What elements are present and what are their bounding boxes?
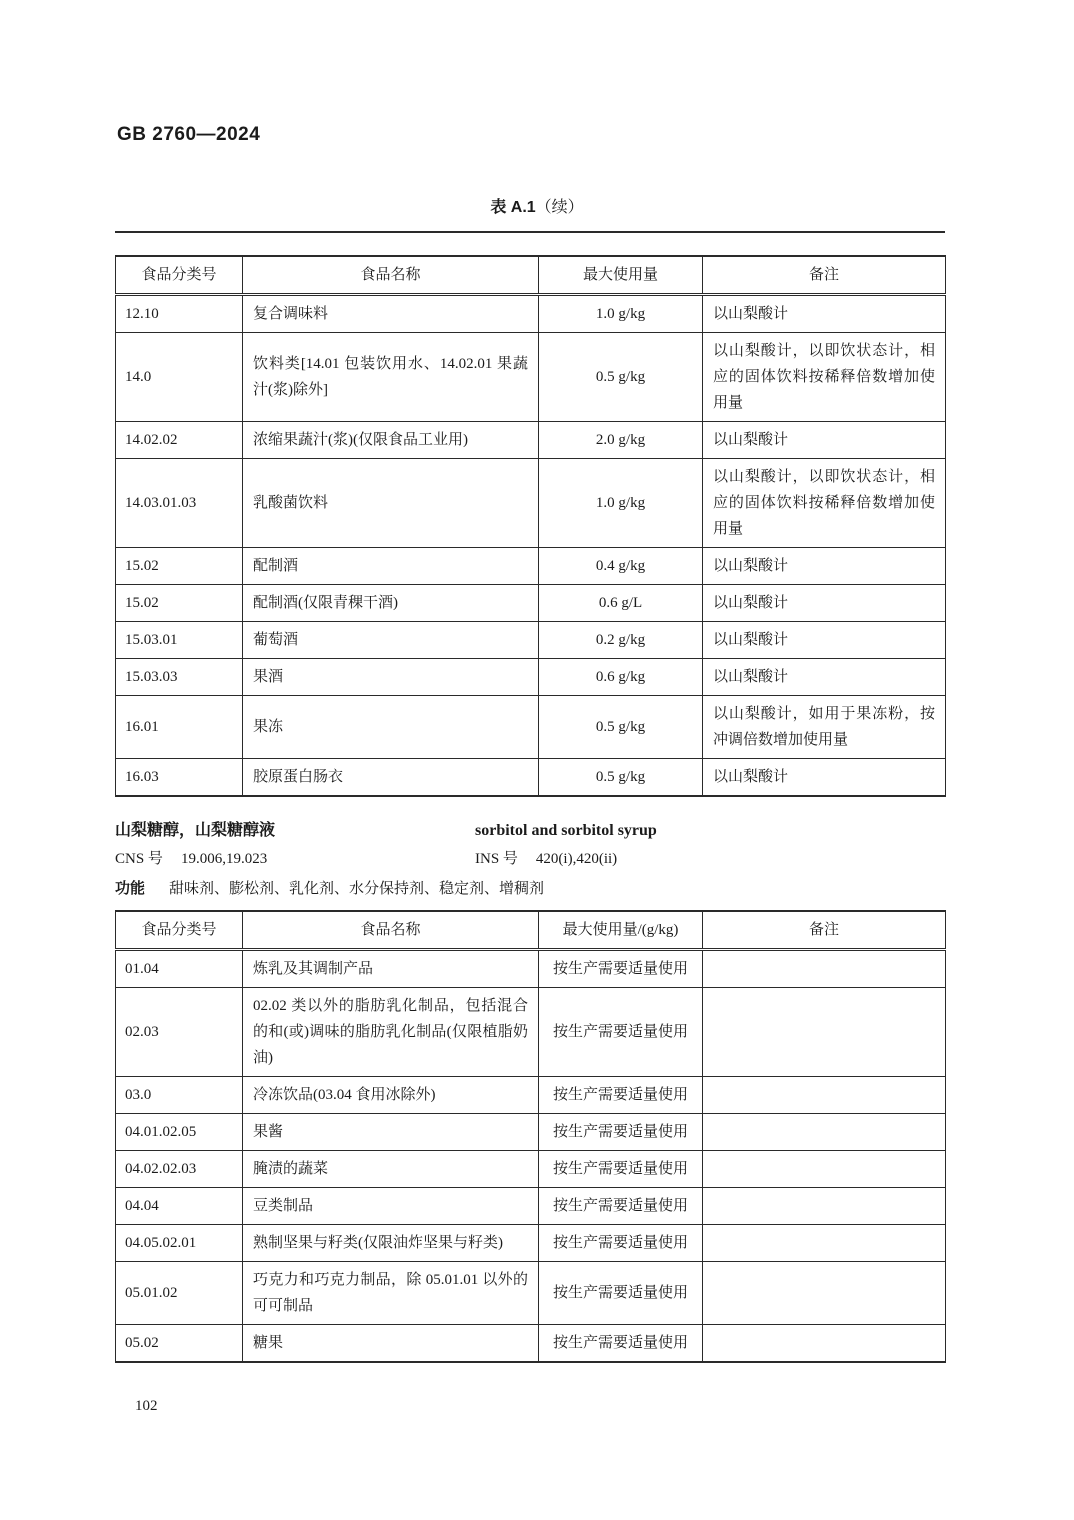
cell-name: 浓缩果蔬汁(浆)(仅限食品工业用) [243, 421, 539, 458]
column-header: 备注 [703, 911, 946, 949]
cell-max: 0.5 g/kg [539, 758, 703, 796]
cell-max: 按生产需要适量使用 [539, 949, 703, 987]
table-row [116, 949, 946, 987]
table-header-row [116, 911, 946, 949]
page-number: 102 [135, 1398, 158, 1414]
cell-code: 14.03.01.03 [116, 458, 243, 547]
cell-max: 0.6 g/L [539, 584, 703, 621]
table-row [116, 621, 946, 658]
cell-max: 0.6 g/kg [539, 658, 703, 695]
table-row [116, 758, 946, 796]
cell-code: 05.01.02 [116, 1261, 243, 1324]
cell-max: 0.5 g/kg [539, 695, 703, 758]
cell-code: 15.03.03 [116, 658, 243, 695]
ins-value: 420(i),420(ii) [535, 851, 618, 867]
cell-name: 果冻 [243, 695, 539, 758]
cell-note [703, 1324, 946, 1362]
cell-note [703, 949, 946, 987]
additive-function-row [115, 874, 945, 903]
cell-code: 15.02 [116, 584, 243, 621]
cell-note: 以山梨酸计 [703, 294, 946, 332]
cell-max: 按生产需要适量使用 [539, 987, 703, 1076]
cell-code: 14.02.02 [116, 421, 243, 458]
cell-name: 熟制坚果与籽类(仅限油炸坚果与籽类) [243, 1224, 539, 1261]
cell-code: 15.03.01 [116, 621, 243, 658]
cell-note [703, 1224, 946, 1261]
cell-max: 0.2 g/kg [539, 621, 703, 658]
cell-name: 饮料类[14.01 包装饮用水、14.02.01 果蔬汁(浆)除外] [243, 332, 539, 421]
cell-name: 腌渍的蔬菜 [243, 1150, 539, 1187]
cell-code: 04.05.02.01 [116, 1224, 243, 1261]
table-row [116, 658, 946, 695]
cell-name: 冷冻饮品(03.04 食用冰除外) [243, 1076, 539, 1113]
sorbitol-usage-table [115, 910, 946, 1363]
cell-max: 2.0 g/kg [539, 421, 703, 458]
table-row [116, 294, 946, 332]
cns-label: CNS 号 [115, 851, 163, 867]
additive-codes-row [115, 845, 945, 874]
cell-max: 按生产需要适量使用 [539, 1076, 703, 1113]
additive-section [115, 816, 945, 903]
cell-name: 果酱 [243, 1113, 539, 1150]
cell-max: 按生产需要适量使用 [539, 1261, 703, 1324]
cell-note: 以山梨酸计，如用于果冻粉，按冲调倍数增加使用量 [703, 695, 946, 758]
table-title-continued: （续） [535, 199, 584, 216]
cell-note [703, 1261, 946, 1324]
cell-note: 以山梨酸计 [703, 584, 946, 621]
table-header-row [116, 256, 946, 294]
table-row [116, 695, 946, 758]
table-row [116, 1224, 946, 1261]
cell-note [703, 987, 946, 1076]
cell-name: 02.02 类以外的脂肪乳化制品，包括混合的和(或)调味的脂肪乳化制品(仅限植脂奶油) [243, 987, 539, 1076]
cns-value: 19.006,19.023 [180, 851, 268, 867]
additive-name-row [115, 816, 945, 845]
cell-max: 0.5 g/kg [539, 332, 703, 421]
cell-name: 糖果 [243, 1324, 539, 1362]
cell-name: 胶原蛋白肠衣 [243, 758, 539, 796]
cell-name: 炼乳及其调制产品 [243, 949, 539, 987]
cell-note [703, 1113, 946, 1150]
cell-max: 按生产需要适量使用 [539, 1113, 703, 1150]
table-row [116, 1150, 946, 1187]
cell-max: 0.4 g/kg [539, 547, 703, 584]
ins-label: INS 号 [475, 851, 518, 867]
cell-max: 1.0 g/kg [539, 458, 703, 547]
cell-code: 05.02 [116, 1324, 243, 1362]
cell-max: 按生产需要适量使用 [539, 1224, 703, 1261]
cell-name: 果酒 [243, 658, 539, 695]
cell-note: 以山梨酸计 [703, 421, 946, 458]
column-header: 备注 [703, 256, 946, 294]
cell-name: 巧克力和巧克力制品，除 05.01.01 以外的可可制品 [243, 1261, 539, 1324]
cell-note [703, 1187, 946, 1224]
cell-code: 01.04 [116, 949, 243, 987]
cell-name: 豆类制品 [243, 1187, 539, 1224]
function-value: 甜味剂、膨松剂、乳化剂、水分保持剂、稳定剂、增稠剂 [169, 881, 545, 897]
cell-note [703, 1150, 946, 1187]
cell-code: 14.0 [116, 332, 243, 421]
table-row [116, 1261, 946, 1324]
table-title-prefix: 表 A.1 [490, 199, 536, 216]
table-row [116, 987, 946, 1076]
cell-note: 以山梨酸计 [703, 621, 946, 658]
additive-name-en: sorbitol and sorbitol syrup [475, 822, 657, 839]
column-header: 食品分类号 [116, 911, 243, 949]
table-row [116, 547, 946, 584]
table-row [116, 584, 946, 621]
cell-name: 复合调味料 [243, 294, 539, 332]
cell-name: 配制酒 [243, 547, 539, 584]
standard-number: GB 2760—2024 [117, 124, 261, 145]
cell-max: 1.0 g/kg [539, 294, 703, 332]
cell-code: 16.03 [116, 758, 243, 796]
cell-code: 16.01 [116, 695, 243, 758]
cell-max: 按生产需要适量使用 [539, 1150, 703, 1187]
cell-code: 03.0 [116, 1076, 243, 1113]
cell-name: 配制酒(仅限青稞干酒) [243, 584, 539, 621]
cell-note: 以山梨酸计 [703, 758, 946, 796]
cell-note [703, 1076, 946, 1113]
table-row [116, 332, 946, 421]
cell-name: 乳酸菌饮料 [243, 458, 539, 547]
cell-max: 按生产需要适量使用 [539, 1187, 703, 1224]
cell-max: 按生产需要适量使用 [539, 1324, 703, 1362]
table-row [116, 1076, 946, 1113]
cell-note: 以山梨酸计，以即饮状态计，相应的固体饮料按稀释倍数增加使用量 [703, 458, 946, 547]
sorbic-acid-usage-table [115, 255, 946, 797]
column-header: 食品名称 [243, 256, 539, 294]
cell-code: 04.02.02.03 [116, 1150, 243, 1187]
title-rule [115, 231, 945, 233]
table-row [116, 1187, 946, 1224]
table-row [116, 421, 946, 458]
function-label: 功能 [115, 880, 146, 897]
cell-code: 12.10 [116, 294, 243, 332]
cell-code: 04.04 [116, 1187, 243, 1224]
cell-code: 15.02 [116, 547, 243, 584]
cell-code: 02.03 [116, 987, 243, 1076]
table-row [116, 458, 946, 547]
column-header: 最大使用量/(g/kg) [539, 911, 703, 949]
table-row [116, 1113, 946, 1150]
table-row [116, 1324, 946, 1362]
column-header: 食品分类号 [116, 256, 243, 294]
column-header: 食品名称 [243, 911, 539, 949]
cell-note: 以山梨酸计 [703, 547, 946, 584]
additive-name-cn: 山梨糖醇，山梨糖醇液 [115, 822, 276, 839]
ins-group [475, 845, 617, 874]
cell-note: 以山梨酸计 [703, 658, 946, 695]
cell-name: 葡萄酒 [243, 621, 539, 658]
table-title [0, 194, 1074, 217]
column-header: 最大使用量 [539, 256, 703, 294]
cell-note: 以山梨酸计，以即饮状态计，相应的固体饮料按稀释倍数增加使用量 [703, 332, 946, 421]
cell-code: 04.01.02.05 [116, 1113, 243, 1150]
